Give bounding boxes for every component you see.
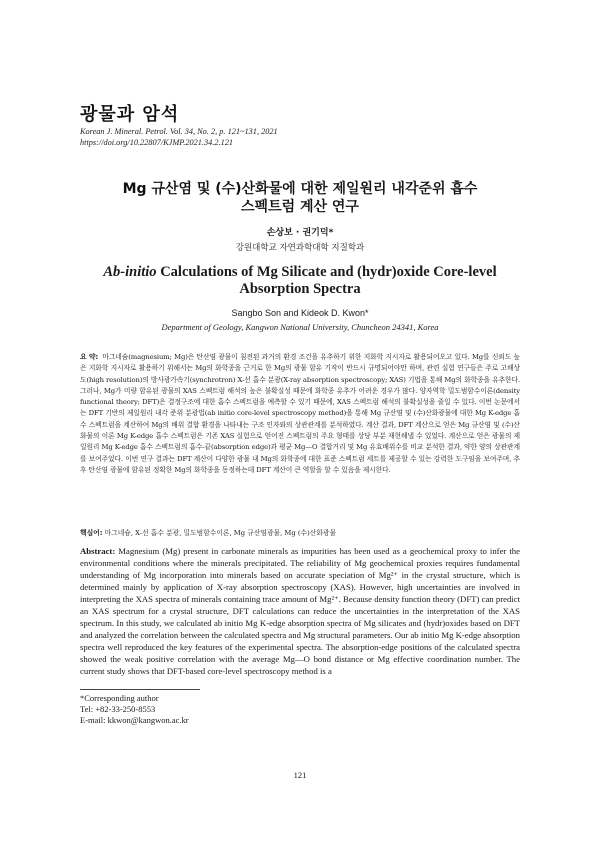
abstract-korean-label: 요 약: bbox=[80, 353, 99, 361]
footnote-tel: Tel: +82-33-250-8553 bbox=[80, 704, 156, 714]
abstract-english-label: Abstract: bbox=[80, 546, 116, 556]
affiliation-english: Department of Geology, Kangwon National University, Chuncheon 24341, Korea bbox=[161, 322, 439, 332]
keywords-korean-text: 마그네슘, X-선 흡수 분광, 밀도범함수이론, Mg 규산염광물, Mg (수)산화광물 bbox=[102, 529, 337, 537]
abstract-korean bbox=[80, 352, 520, 476]
title-english-line2: Absorption Spectra bbox=[239, 281, 361, 297]
footnote-email[interactable]: E-mail: kkwon@kangwon.ac.kr bbox=[80, 715, 189, 725]
journal-citation: Korean J. Mineral. Petrol. Vol. 34, No. 2, p. 121~131, 2021 bbox=[80, 127, 278, 136]
footnote-divider bbox=[80, 689, 200, 690]
footnote-corresponding: *Corresponding author bbox=[80, 693, 159, 703]
title-english bbox=[90, 264, 510, 298]
page-number: 121 bbox=[293, 770, 307, 780]
title-english-italic: Ab-initio bbox=[103, 264, 157, 280]
keywords-korean-label: 핵심어: bbox=[80, 529, 103, 537]
title-korean-line1: Mg 규산염 및 (수)산화물에 대한 제일원리 내각준위 흡수 bbox=[122, 181, 478, 197]
abstract-korean-text: 마그네슘(magnesium; Mg)은 탄산염 광물이 침전된 과거의 환경 조건을 유추하기 위한 지화학 지시자로 활용되어오고 있다. Mg를 신뢰도 높은 지화학 지시자로 활용하기 위해서는 Mg의 화학종을 근거로 한 Mg의 광물 함유 기작이 반드시 규명되어야만 하며, 관련 실험 연구들은 주로 고해상도(high resolution)의 방사광가속기(synchrotron) X-선 흡수 분광(X-ray absorption spectroscopy; XAS) 기법을 통해 Mg의 화학종을 유추한다. 그러나, Mg가 미량 함유된 광물의 XAS 스펙트럼 해석의 높은 불확실성 때문에 화학종 유추가 어려운 경우가 많다. 양자역학 밀도범함수이론(density functional theory; DFT)은 결정구조에 대한 흡수 스펙트럼을 예측할 수 있기 때문에, XAS 스펙트럼 해석의 불확실성을 줄일 수 있다. 이번 논문에서는 DFT 기반의 제일원리 내각 준위 분광법(ab initio core-level spectroscopy method)을 통해 Mg 규산염 및 (수)산화광물에 대한 Mg K-edge 흡수 스펙트럼을 계산하여 Mg의 배위 결합 환경을 나타내는 구조 인자와의 상관관계를 분석하였다. 계산 결과, DFT 계산으로 얻은 Mg 규산염 및 (수)산화물의 이론 Mg K-edge 흡수 스펙트럼은 기존 XAS 실험으로 얻어진 스펙트럼의 주요 형태를 상당 부분 재현해낼 수 있었다. 계산으로 얻은 광물의 제일원리 Mg K-edge 흡수 스펙트럼의 흡수-끝(absorption edge)과 평균 Mg—O 결합거리 및 Mg 유효배위수를 비교 분석한 결과, 약한 양의 상관관계를 보여주었다. 이번 연구 결과는 DFT 계산이 다양한 광물 내 Mg의 화학종에 대한 표준 스펙트럼 세트를 제공할 수 있는 강력한 도구임을 보여주며, 추후 탄산염 광물에 함유된 정확한 Mg의 화학종을 동정하는데 DFT 계산이 큰 역할을 할 수 있음을 제시한다. bbox=[80, 353, 520, 474]
title-english-line1 bbox=[90, 264, 510, 281]
affiliation-korean: 강원대학교 자연과학대학 지질학과 bbox=[235, 243, 365, 253]
title-korean-line2: 스펙트럼 계산 연구 bbox=[241, 199, 359, 215]
journal-name: 광물과 암석 bbox=[80, 104, 180, 125]
keywords-korean bbox=[80, 527, 520, 537]
title-english-line1-rest: Calculations of Mg Silicate and (hydr)oxide Core-level bbox=[156, 264, 497, 280]
title-korean bbox=[100, 180, 500, 216]
doi-link[interactable]: https://doi.org/10.22807/KJMP.2021.34.2.121 bbox=[80, 138, 234, 147]
abstract-english-text: Magnesium (Mg) present in carbonate minerals as impurities has been used as a geochemical proxy to infer the environmental conditions where the minerals precipitated. The reliability of Mg geochemical proxies requires fundamental understanding of Mg incorporation into minerals based on accurate speciation of Mg²⁺ in the crystal structure, which is determined mainly by application of X-ray absorption spectroscopy (XAS). However, high uncertainties are involved in interpreting the XAS spectra of minerals containing trace amount of Mg²⁺. Because density function theory (DFT) can predict an XAS spectrum for a crystal structure, DFT calculations can reduce the uncertainties in the interpretation of the XAS spectrum. In this study, we calculated ab initio Mg K-edge absorption spectra of Mg silicates and (hydr)oxides based on DFT and analyzed the correlation between the calculated spectra and Mg structural parameters. Our ab initio Mg K-edge absorption spectra well reproduced the key features of the experimental spectra. The absorption-edge positions of the calculated spectra showed the weak positive correlation with the average Mg—O bond distance or Mg effective coordination number. The current study shows that DFT-based core-level spectroscopy method is a bbox=[80, 546, 520, 676]
authors-korean: 손상보 · 권기덕* bbox=[266, 228, 334, 238]
abstract-english bbox=[80, 545, 520, 677]
authors-english: Sangbo Son and Kideok D. Kwon* bbox=[231, 308, 369, 318]
